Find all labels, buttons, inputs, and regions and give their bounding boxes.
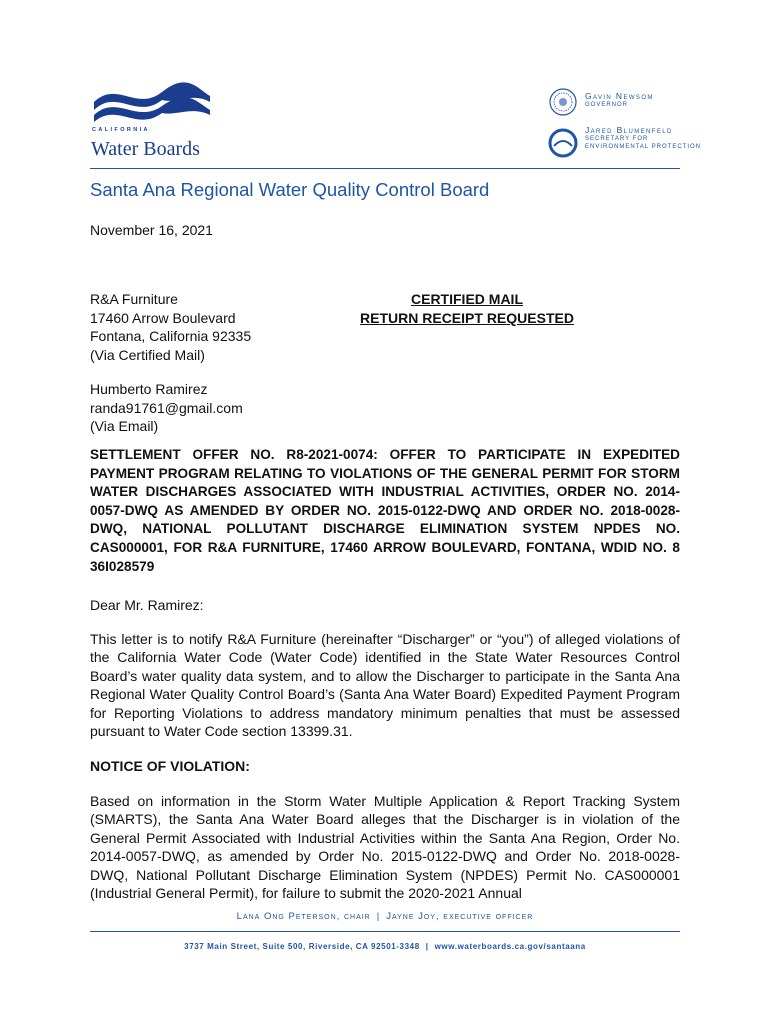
- secretary-name: Jared Blumenfeld: [585, 125, 673, 135]
- governor-title: GOVERNOR: [585, 102, 629, 108]
- footer-chair: Lana Ong Peterson, chair: [236, 911, 371, 922]
- contact-via: (Via Email): [90, 418, 159, 434]
- logo-water-boards-text: Water Boards: [91, 138, 200, 160]
- contact-name: Humberto Ramirez: [90, 381, 208, 397]
- governor-name: Gavin Newsom: [585, 91, 654, 101]
- recipient-line1: R&A Furniture: [90, 291, 178, 307]
- footer-separator: |: [376, 911, 381, 922]
- mail-notice-line1: CERTIFIED MAIL: [411, 291, 523, 307]
- secretary-title-line1: SECRETARY FOR: [585, 136, 649, 142]
- salutation: Dear Mr. Ramirez:: [90, 597, 204, 613]
- secretary-title-line2: ENVIRONMENTAL PROTECTION: [585, 144, 702, 150]
- mail-notice: [336, 290, 598, 327]
- letter-date: November 16, 2021: [90, 222, 213, 238]
- mail-notice-line2: RETURN RECEIPT REQUESTED: [360, 309, 574, 326]
- footer-website-link[interactable]: www.waterboards.ca.gov/santaana: [434, 942, 586, 951]
- paragraph-violation: Based on information in the Storm Water Multiple Application & Report Tracking System (SMARTS), the Santa Ana Water Board alleges that the Discharger is in violation of the General Permit Associated with Industrial Activities within the Santa Ana Region, Order No. 2014-0057-DWQ, as amended by Order No. 2015-0122-DWQ and Order No. 2018-0028-DWQ, National Pollutant Discharge Elimination System (NPDES) Permit No. CAS000001 (Industrial General Permit), for failure to submit the 2020-2021 Annual: [90, 793, 680, 902]
- footer-divider: [90, 931, 680, 932]
- footer-separator-2: |: [425, 942, 429, 951]
- recipient-address: [90, 290, 251, 364]
- water-boards-waves-icon: [92, 82, 212, 127]
- footer-address: 3737 Main Street, Suite 500, Riverside, CA 92501-3348: [184, 942, 420, 951]
- settlement-heading: SETTLEMENT OFFER NO. R8-2021-0074: OFFER TO PARTICIPATE IN EXPEDITED PAYMENT PROGRAM RELATING TO VIOLATIONS OF THE GENERAL PERMIT FOR STORM WATER DISCHARGES ASSOCIATED WITH INDUSTRIAL ACTIVITIES, ORDER NO. 2014-0057-DWQ AS AMENDED BY ORDER NO. 2015-0122-DWQ AND ORDER NO. 2018-0028-DWQ, NATIONAL POLLUTANT DISCHARGE ELIMINATION SYSTEM NPDES NO. CAS000001, FOR R&A FURNITURE, 17460 ARROW BOULEVARD, FONTANA, WDID NO. 8 36I028579: [90, 447, 680, 574]
- notice-heading: NOTICE OF VIOLATION:: [90, 758, 250, 774]
- paragraph-notification: This letter is to notify R&A Furniture (hereinafter “Discharger” or “you”) of alleged violations of the California Water Code (Water Code) identified in the State Water Resources Control Board’s water quality data system, and to allow the Discharger to participate in the Santa Ana Regional Water Quality Control Board’s (Santa Ana Water Board) Expedited Payment Program for Reporting Violations to address mandatory minimum penalties that must be assessed pursuant to Water Code section 13399.31.: [90, 631, 680, 740]
- footer-officer: Jayne Joy, executive officer: [386, 911, 534, 922]
- header-divider: [90, 168, 680, 169]
- logo-california-text: CALIFORNIA: [92, 127, 150, 133]
- california-seal-icon: [548, 87, 578, 117]
- contact-email: randa91761@gmail.com: [90, 399, 243, 416]
- footer-contact: [90, 942, 680, 951]
- recipient-line2: 17460 Arrow Boulevard: [90, 309, 236, 326]
- recipient-line4: (Via Certified Mail): [90, 346, 205, 363]
- board-title: Santa Ana Regional Water Quality Control Board: [90, 179, 490, 200]
- footer-officers: [90, 911, 680, 922]
- recipient-line3: Fontana, California 92335: [90, 328, 252, 344]
- contact-block: [90, 380, 243, 436]
- calepa-logo-icon: [548, 128, 578, 158]
